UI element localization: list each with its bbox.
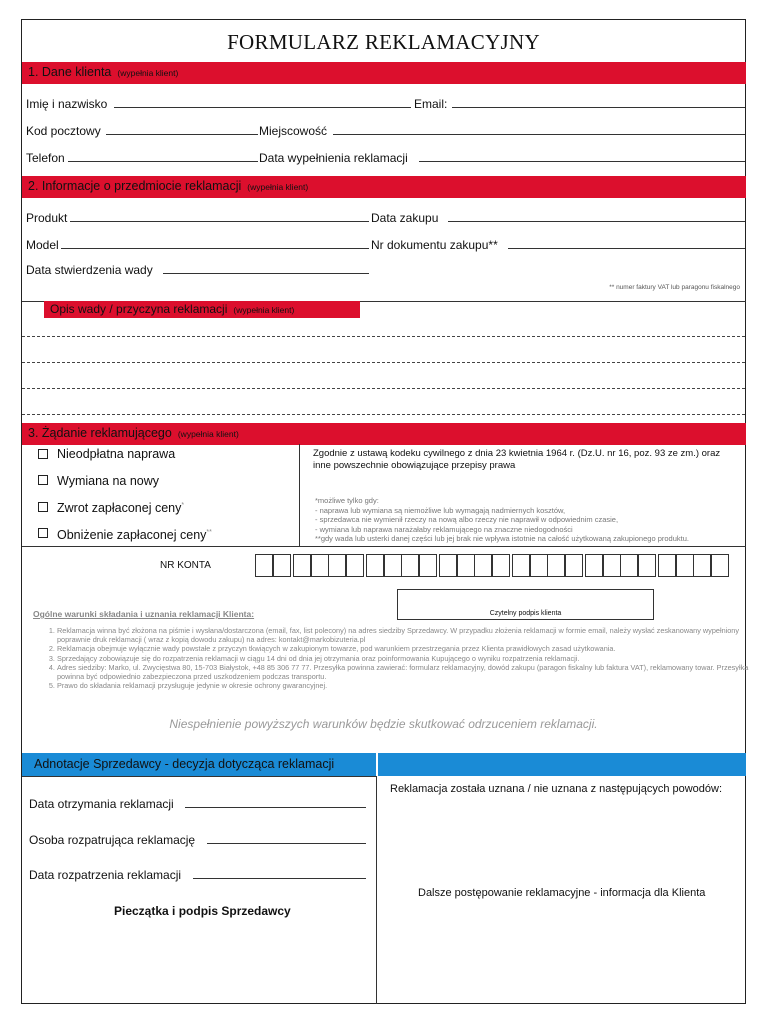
defect-note: (wypełnia klient) [233,305,295,315]
legal-basis: Zgodnie z ustawą kodeku cywilnego z dnia 23 kwietnia 1964 r. (Dz.U. nr 16, poz. 93 ze zm.) oraz inne powszechnie obowiązujące przepisy prawa [313,448,721,471]
product-field[interactable] [70,221,369,222]
email-label: Email: [414,97,448,111]
city-field[interactable] [333,134,745,135]
date-filled-field[interactable] [419,161,745,162]
condition-item: 3. Sprzedający zobowiązuje się do rozpatrzenia reklamacji w ciągu 14 dni od dnia jej otrzymania oraz poinformowania Kupującego o wyniku rozpatrzenia reklamacji. [57,654,757,663]
page-title: FORMULARZ REKLAMACYJNY [227,30,540,54]
section-3-header [22,423,746,445]
defect-header [44,301,360,318]
postal-code-field[interactable] [106,134,258,135]
account-digit-box[interactable] [273,554,291,577]
account-digit-box[interactable] [439,554,457,577]
account-digit-box[interactable] [346,554,364,577]
client-signature-label: Czytelny podpis klienta [489,610,562,617]
reviewer-label: Osoba rozpatrująca reklamację [29,833,196,847]
purchase-date-field[interactable] [448,221,745,222]
defect-line[interactable] [22,388,745,389]
defect-date-label: Data stwierdzenia wady [26,263,153,277]
account-digit-box[interactable] [512,554,530,577]
account-digit-box[interactable] [492,554,510,577]
rejection-warning: Niespełnienie powyższych warunków będzie skutkować odrzuceniem reklamacji. [169,717,598,731]
account-digit-box[interactable] [401,554,419,577]
account-digit-box[interactable] [711,554,729,577]
name-label: Imię i nazwisko [26,97,108,111]
refund-checkbox[interactable] [38,502,48,512]
account-digit-box[interactable] [474,554,492,577]
defect-line[interactable] [22,414,745,415]
condition-item: 2. Reklamacja obejmuje wyłącznie wady powstałe z przyczyn tkwiących w zakupionym towarze, pod warunkiem przestrzegania przez Klienta prawidłowych zasad użytkowania. [57,644,757,653]
model-field[interactable] [61,248,369,249]
account-digit-box[interactable] [366,554,384,577]
column-divider [376,776,377,1004]
account-digit-box[interactable] [293,554,311,577]
account-digit-box[interactable] [419,554,437,577]
account-digit-box[interactable] [693,554,711,577]
section-2-note: (wypełnia klient) [247,182,309,192]
account-digit-box[interactable] [547,554,565,577]
received-date-field[interactable] [185,807,366,808]
defect-date-field[interactable] [163,273,369,274]
decision-reason-label: Reklamacja została uznana / nie uznana z następujących powodów: [390,783,723,795]
section-2-title: 2. Informacje o przedmiocie reklamacji [28,179,242,193]
defect-line[interactable] [22,362,745,363]
defect-title: Opis wady / przyczyna reklamacji [50,302,228,316]
account-digit-box[interactable] [603,554,621,577]
column-divider [299,444,300,546]
account-digit-box[interactable] [638,554,656,577]
doc-number-field[interactable] [508,248,745,249]
section-2-header [22,176,746,198]
section-3-note: (wypełnia klient) [177,429,239,439]
doc-number-label: Nr dokumentu zakupu** [371,238,498,252]
account-digit-box[interactable] [658,554,676,577]
replacement-label: Wymiana na nowy [57,474,160,488]
section-1-note: (wypełnia klient) [117,68,179,78]
model-label: Model [26,238,59,252]
section-3-title: 3. Żądanie reklamującego [28,426,172,440]
seller-stamp-label: Pieczątka i podpis Sprzedawcy [114,904,291,918]
account-digit-box[interactable] [384,554,402,577]
free-repair-checkbox[interactable] [38,449,48,459]
seller-header [22,753,746,776]
conditions-title: Ogólne warunki składania i uznania reklamacji Klienta: [33,609,255,619]
account-digit-box[interactable] [565,554,583,577]
condition-item: 5. Prawo do składania reklamacji przysługuje jedynie w okresie ochrony gwarancyjnej. [57,681,757,690]
conditions-list [43,626,757,690]
section-1-title: 1. Dane klienta [28,65,112,79]
section-1-header [22,62,746,84]
further-procedure-label: Dalsze postępowanie reklamacyjne - informacja dla Klienta [418,887,706,899]
account-label: NR KONTA [160,560,211,571]
account-digit-box[interactable] [620,554,638,577]
defect-line[interactable] [22,336,745,337]
request-footnotes: *możliwe tylko gdy: - naprawa lub wymiana są niemożliwe lub wymagają nadmiernych kosztów, - sprzedawca nie wymienił rzeczy na nową albo rzeczy nie naprawił w odpowiednim czasie, - wymiana lub naprawa narażałaby reklamującego na znaczne niedogodności **gdy wada lub usterki danej części lub jej brak nie wpływa istotnie na całość użytkowaną zakupionego produktu. [315,496,689,543]
replacement-checkbox[interactable] [38,475,48,485]
price-reduction-label: Obniżenie zapłaconej ceny** [57,528,212,542]
name-field[interactable] [114,107,411,108]
account-digit-box[interactable] [328,554,346,577]
account-digit-box[interactable] [530,554,548,577]
purchase-date-label: Data zakupu [371,211,439,225]
account-digit-box[interactable] [311,554,329,577]
client-signature-box[interactable] [397,589,654,620]
account-digit-box[interactable] [585,554,603,577]
decision-date-label: Data rozpatrzenia reklamacji [29,868,182,882]
divider [22,776,376,777]
email-field[interactable] [452,107,745,108]
price-reduction-checkbox[interactable] [38,528,48,538]
decision-date-field[interactable] [193,878,366,879]
document-footnote: ** numer faktury VAT lub paragonu fiskalnego [609,284,740,291]
seller-title: Adnotacje Sprzedawcy - decyzja dotycząca reklamacji [34,757,335,771]
account-digit-box[interactable] [457,554,475,577]
city-label: Miejscowość [259,124,328,138]
phone-field[interactable] [68,161,258,162]
account-digit-box[interactable] [255,554,273,577]
condition-item: 4. Adres siedziby: Marko, ul. Zwycięstwa 80, 15-703 Białystok, +48 85 306 77 77. Przesyłka powinna zawierać: formularz reklamacyjny, dowód zakupu (paragon fiskalny lub faktura VAT), reklamowany towar. Przesyłka powinna być odpowiednio zabezpieczona przed uszkodzeniem podczas transportu. [57,663,757,681]
phone-label: Telefon [26,151,65,165]
free-repair-label: Nieodpłatna naprawa [57,447,176,461]
divider [22,546,746,547]
product-label: Produkt [26,211,68,225]
condition-item: 1. Reklamacja winna być złożona na piśmie i wysłana/dostarczona (email, fax, list polecony) na adres siedziby Sprzedawcy. W przypadku złożenia reklamacji w formie email, należy wysłać zeskanowany wypełniony poprawnie druk reklamacji ( wraz z kopią dowodu zakupu) na adres: kontakt@markobizuteria.pl [57,626,757,644]
refund-label: Zwrot zapłaconej ceny* [57,501,185,515]
reviewer-field[interactable] [207,843,366,844]
account-digit-box[interactable] [676,554,694,577]
date-filled-label: Data wypełnienia reklamacji [259,151,408,165]
received-date-label: Data otrzymania reklamacji [29,797,174,811]
postal-code-label: Kod pocztowy [26,124,101,138]
